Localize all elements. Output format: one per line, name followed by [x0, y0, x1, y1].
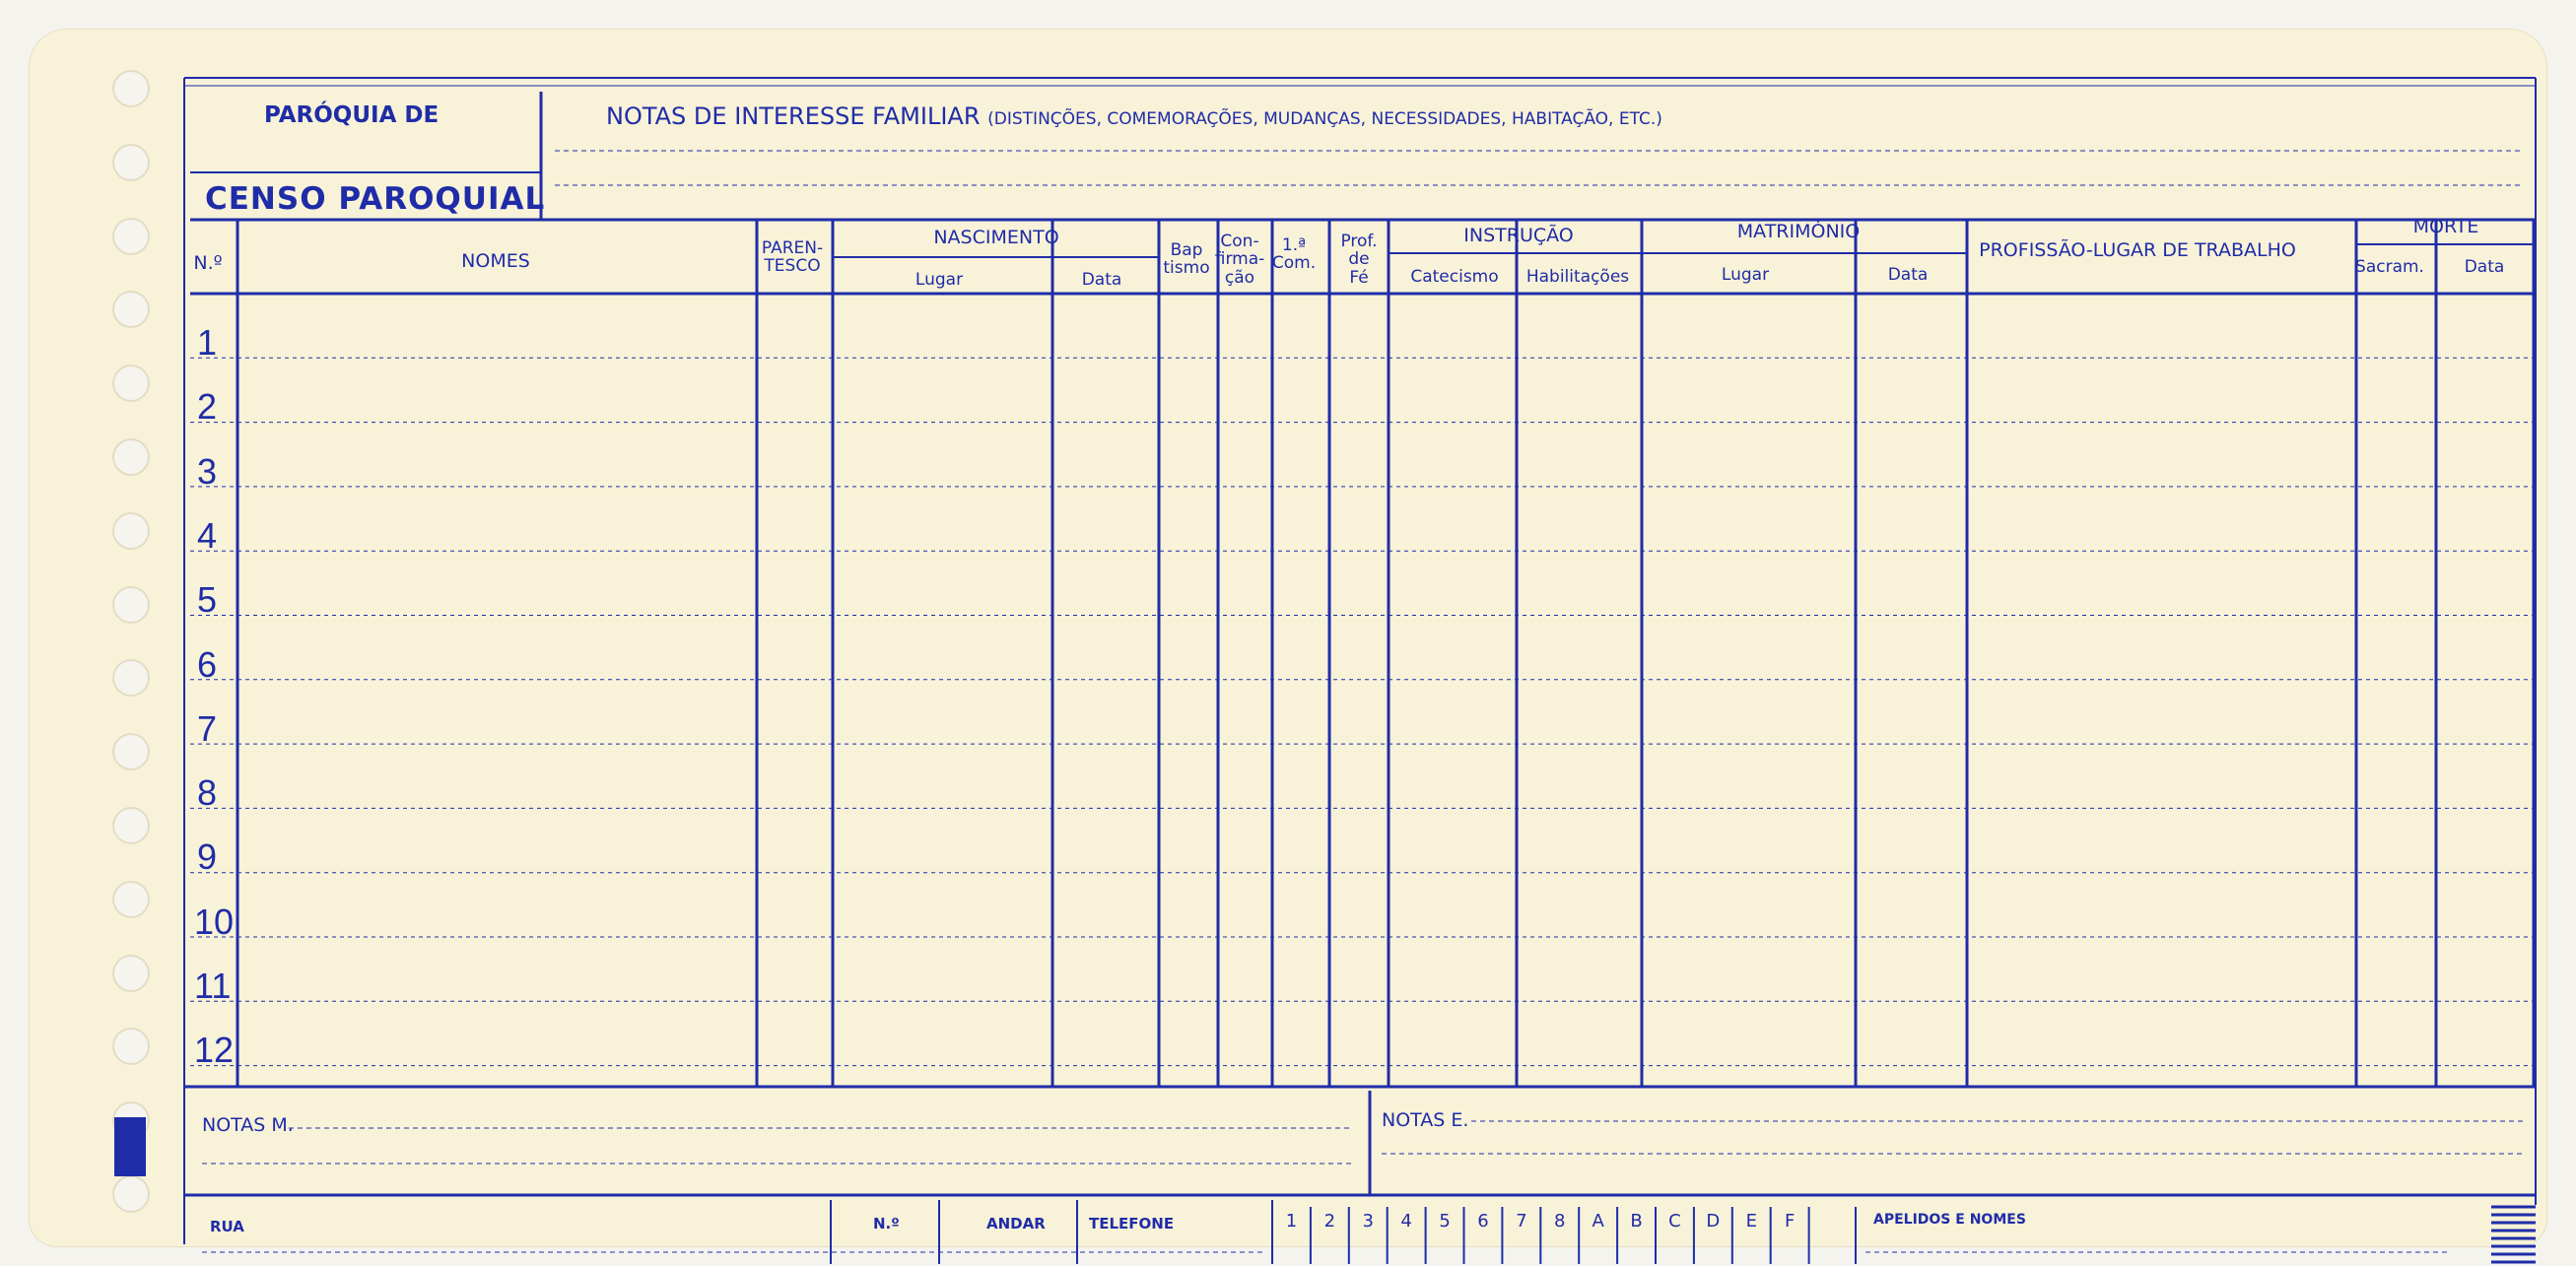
binder-hole	[112, 438, 150, 476]
col-profissao-fe: Prof. de Fé	[1340, 232, 1378, 288]
index-code: 6	[1477, 1211, 1489, 1232]
binder-hole	[112, 955, 150, 992]
parish-label: PARÓQUIA DE	[264, 102, 440, 128]
numero-label: N.º	[873, 1215, 900, 1233]
andar-label: ANDAR	[986, 1215, 1046, 1233]
col-numero: N.º	[193, 252, 223, 274]
col-instrucao: INSTRUÇÃO	[1463, 225, 1574, 246]
binder-hole	[112, 291, 150, 328]
row-number: 11	[194, 966, 232, 1006]
col-profissao: PROFISSÃO-LUGAR DE TRABALHO	[1979, 239, 2296, 261]
index-code: 3	[1362, 1211, 1374, 1232]
row-number: 12	[194, 1030, 235, 1071]
census-form	[180, 72, 2541, 1264]
col-primeira-comunhao: 1.ª Com.	[1271, 235, 1317, 274]
index-code: 7	[1516, 1211, 1527, 1232]
col-confirmacao: Con- firma- ção	[1214, 232, 1265, 288]
binder-hole	[112, 733, 150, 770]
rua-label: RUA	[210, 1218, 244, 1235]
index-tab-mark	[114, 1117, 146, 1176]
index-code: 2	[1323, 1211, 1336, 1232]
index-code: B	[1630, 1211, 1643, 1232]
row-number: 6	[197, 643, 218, 685]
row-number: 1	[197, 322, 218, 363]
binder-hole	[112, 365, 150, 402]
index-code: D	[1706, 1211, 1721, 1232]
binder-hole	[112, 881, 150, 918]
col-matr-data: Data	[1887, 265, 1929, 285]
row-number: 8	[197, 772, 218, 814]
index-code: F	[1784, 1211, 1796, 1232]
family-notes-title	[606, 104, 1662, 128]
binder-hole	[112, 218, 150, 255]
binder-hole	[112, 807, 150, 844]
row-number: 9	[197, 836, 218, 878]
col-matr-lugar: Lugar	[1721, 265, 1770, 285]
row-number: 10	[194, 900, 235, 942]
row-number: 7	[197, 707, 218, 749]
col-nascimento: NASCIMENTO	[933, 227, 1059, 248]
index-code: 5	[1439, 1211, 1451, 1232]
col-catecismo: Catecismo	[1410, 267, 1499, 287]
binder-hole	[112, 659, 150, 697]
col-morte: MORTE	[2412, 216, 2479, 237]
row-number: 2	[197, 386, 218, 428]
index-code: 8	[1554, 1211, 1566, 1232]
family-notes-main: NOTAS DE INTERESSE FAMILIAR	[606, 102, 981, 130]
col-nomes: NOMES	[461, 250, 530, 272]
binder-hole	[112, 1175, 150, 1213]
family-notes-sub: (DISTINÇÕES, COMEMORAÇÕES, MUDANÇAS, NECESSIDADES, HABITAÇÃO, ETC.)	[987, 109, 1662, 129]
index-code: 1	[1285, 1211, 1298, 1232]
binder-hole	[112, 70, 150, 107]
col-matrimonio: MATRIMÓNIO	[1736, 221, 1861, 242]
col-sacram: Sacram.	[2355, 257, 2424, 277]
binder-hole	[112, 144, 150, 181]
col-nasc-lugar: Lugar	[915, 270, 964, 290]
binder-hole	[112, 512, 150, 550]
index-code: C	[1668, 1211, 1681, 1232]
notas-m-label: NOTAS M.	[202, 1114, 294, 1136]
row-number: 4	[197, 514, 218, 556]
col-parentesco: PAREN- TESCO	[761, 238, 824, 277]
telefone-label: TELEFONE	[1089, 1215, 1175, 1233]
census-card	[30, 30, 2546, 1246]
binder-hole	[112, 1028, 150, 1065]
binder-hole	[112, 586, 150, 624]
row-number: 5	[197, 579, 218, 621]
apelidos-label: APELIDOS E NOMES	[1873, 1212, 2026, 1228]
col-habilitacoes: Habilitações	[1525, 267, 1630, 287]
row-number: 3	[197, 450, 218, 492]
notas-e-label: NOTAS E.	[1382, 1109, 1469, 1131]
col-baptismo: Bap tismo	[1163, 240, 1210, 279]
index-code: E	[1745, 1211, 1757, 1232]
index-code: 4	[1400, 1211, 1412, 1232]
col-morte-data: Data	[2464, 257, 2505, 277]
col-nasc-data: Data	[1081, 270, 1122, 290]
index-code: A	[1592, 1211, 1604, 1232]
census-title: CENSO PAROQUIAL	[205, 181, 546, 217]
